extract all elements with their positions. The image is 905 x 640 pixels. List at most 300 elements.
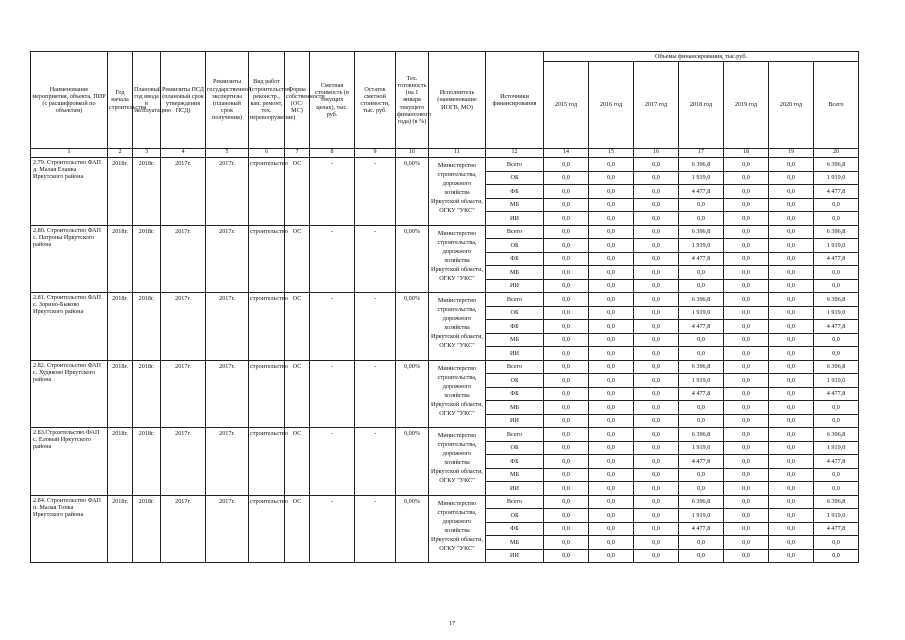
amount-cell: 0,0	[589, 320, 634, 334]
funding-source-cell: ИИ	[486, 212, 544, 226]
amount-cell: 0,0	[679, 347, 724, 361]
amount-cell: 6 396,8	[814, 428, 859, 442]
amount-cell: 0,0	[544, 239, 589, 253]
amount-cell: 0,0	[544, 549, 589, 563]
ownership-cell: ОС	[285, 360, 310, 428]
estimated-cost-cell: -	[310, 495, 355, 563]
planned-year-cell: 2018г.	[133, 158, 161, 226]
amount-cell: 0,0	[544, 468, 589, 482]
funding-source-cell: ФБ	[486, 455, 544, 469]
table-row	[31, 428, 859, 442]
amount-cell: 0,0	[634, 522, 679, 536]
amount-cell: 0,0	[589, 495, 634, 509]
amount-cell: 0,0	[679, 482, 724, 496]
start-year-cell: 2018г.	[108, 495, 133, 563]
amount-cell: 0,0	[544, 333, 589, 347]
amount-cell: 0,0	[679, 212, 724, 226]
remaining-cost-cell: -	[355, 495, 396, 563]
amount-cell: 0,0	[769, 401, 814, 415]
amount-cell: 0,0	[589, 441, 634, 455]
amount-cell: 0,0	[634, 212, 679, 226]
amount-cell: 0,0	[724, 522, 769, 536]
amount-cell: 0,0	[724, 347, 769, 361]
expertise-details-cell: 2017г.	[206, 225, 249, 293]
amount-cell: 0,0	[769, 198, 814, 212]
amount-cell: 0,0	[679, 468, 724, 482]
amount-cell: 0,0	[634, 239, 679, 253]
amount-cell: 0,0	[544, 495, 589, 509]
executor-cell: Министерство строительства, дорожного хозяйства Иркутской области, ОГКУ "УКС"	[429, 360, 486, 428]
funding-source-cell: Всего	[486, 495, 544, 509]
amount-cell: 0,0	[634, 360, 679, 374]
page-number: 17	[448, 620, 456, 627]
amount-cell: 0,0	[769, 455, 814, 469]
amount-cell: 0,0	[724, 252, 769, 266]
column-index-cell: 2	[108, 149, 133, 158]
amount-cell: 0,0	[769, 482, 814, 496]
funding-source-cell: ОБ	[486, 171, 544, 185]
amount-cell: 0,0	[634, 455, 679, 469]
planned-year-cell: 2018г.	[133, 225, 161, 293]
amount-cell: 0,0	[769, 360, 814, 374]
amount-cell: 0,0	[589, 225, 634, 239]
column-index-cell: 16	[634, 149, 679, 158]
amount-cell: 0,0	[769, 293, 814, 307]
header-col-12: Источники финансирования	[486, 52, 544, 149]
amount-cell: 0,0	[724, 198, 769, 212]
amount-cell: 1 919,0	[814, 171, 859, 185]
amount-cell: 0,0	[724, 441, 769, 455]
amount-cell: 0,0	[814, 266, 859, 280]
funding-source-cell: ФБ	[486, 252, 544, 266]
header-col-7: Форма собственности (ОС/МС)	[285, 52, 310, 149]
funding-source-cell: ИИ	[486, 549, 544, 563]
amount-cell: 0,0	[769, 522, 814, 536]
amount-cell: 0,0	[769, 171, 814, 185]
amount-cell: 0,0	[589, 293, 634, 307]
amount-cell: 0,0	[814, 279, 859, 293]
funding-source-cell: ИИ	[486, 279, 544, 293]
amount-cell: 4 477,8	[814, 455, 859, 469]
amount-cell: 0,0	[589, 198, 634, 212]
amount-cell: 0,0	[634, 320, 679, 334]
amount-cell: 0,0	[634, 333, 679, 347]
amount-cell: 6 396,8	[814, 293, 859, 307]
funding-source-cell: МБ	[486, 266, 544, 280]
work-type-cell: строительство	[249, 360, 285, 428]
amount-cell: 0,0	[589, 360, 634, 374]
amount-cell: 4 477,8	[814, 252, 859, 266]
amount-cell: 0,0	[634, 428, 679, 442]
header-col-9: Остаток сметной стоимости, тыс. руб.	[355, 52, 396, 149]
amount-cell: 4 477,8	[814, 522, 859, 536]
column-index-cell: 11	[429, 149, 486, 158]
column-index-cell: 10	[396, 149, 429, 158]
amount-cell: 0,0	[589, 522, 634, 536]
remaining-cost-cell: -	[355, 360, 396, 428]
ownership-cell: ОС	[285, 428, 310, 496]
header-col-1: Наименование мероприятия, объекта, ПИР (с расшифровкой по объектам)	[31, 52, 108, 149]
amount-cell: 0,0	[769, 428, 814, 442]
amount-cell: 0,0	[589, 482, 634, 496]
amount-cell: 0,0	[634, 387, 679, 401]
table-row	[31, 158, 859, 172]
header-year-2017: 2017 год	[634, 62, 679, 149]
header-year-2016: 2016 год	[589, 62, 634, 149]
amount-cell: 1 919,0	[679, 239, 724, 253]
amount-cell: 6 396,8	[814, 495, 859, 509]
amount-cell: 0,0	[544, 455, 589, 469]
funding-source-cell: ИИ	[486, 347, 544, 361]
amount-cell: 0,0	[724, 171, 769, 185]
amount-cell: 1 919,0	[679, 306, 724, 320]
amount-cell: 0,0	[769, 509, 814, 523]
amount-cell: 0,0	[724, 158, 769, 172]
remaining-cost-cell: -	[355, 428, 396, 496]
amount-cell: 0,0	[769, 387, 814, 401]
expertise-details-cell: 2017г.	[206, 158, 249, 226]
column-index-cell: 14	[544, 149, 589, 158]
expertise-details-cell: 2017г.	[206, 360, 249, 428]
amount-cell: 0,0	[634, 279, 679, 293]
planned-year-cell: 2018г.	[133, 360, 161, 428]
amount-cell: 0,0	[724, 306, 769, 320]
amount-cell: 0,0	[589, 185, 634, 199]
amount-cell: 1 919,0	[814, 509, 859, 523]
remaining-cost-cell: -	[355, 225, 396, 293]
amount-cell: 4 477,8	[679, 387, 724, 401]
ownership-cell: ОС	[285, 158, 310, 226]
amount-cell: 0,0	[679, 536, 724, 550]
amount-cell: 0,0	[544, 414, 589, 428]
amount-cell: 0,0	[679, 414, 724, 428]
funding-source-cell: ОБ	[486, 239, 544, 253]
readiness-cell: 0,00%	[396, 293, 429, 361]
amount-cell: 0,0	[634, 536, 679, 550]
amount-cell: 0,0	[544, 522, 589, 536]
amount-cell: 0,0	[634, 266, 679, 280]
expertise-details-cell: 2017г.	[206, 428, 249, 496]
amount-cell: 0,0	[724, 293, 769, 307]
amount-cell: 6 396,8	[679, 293, 724, 307]
amount-cell: 0,0	[769, 306, 814, 320]
amount-cell: 0,0	[769, 225, 814, 239]
amount-cell: 0,0	[589, 347, 634, 361]
funding-source-cell: Всего	[486, 428, 544, 442]
amount-cell: 6 396,8	[679, 495, 724, 509]
psd-details-cell: 2017г.	[161, 495, 206, 563]
object-name-cell: 2.84. Строительство ФАП п. Малая Топка Иркутского района	[31, 495, 108, 563]
amount-cell: 0,0	[769, 252, 814, 266]
funding-source-cell: ФБ	[486, 185, 544, 199]
amount-cell: 1 919,0	[814, 441, 859, 455]
amount-cell: 0,0	[769, 549, 814, 563]
header-col-6: Вид работ (строительство, реконстр., кап. ремонт, тех. перевооружение)	[249, 52, 285, 149]
header-year-2019: 2019 год	[724, 62, 769, 149]
header-col-3: Плановый год ввода в эксплуатацию	[133, 52, 161, 149]
funding-source-cell: ФБ	[486, 320, 544, 334]
amount-cell: 0,0	[724, 509, 769, 523]
amount-cell: 0,0	[769, 320, 814, 334]
amount-cell: 0,0	[724, 536, 769, 550]
ownership-cell: ОС	[285, 225, 310, 293]
column-index-cell: 5	[206, 149, 249, 158]
amount-cell: 6 396,8	[679, 360, 724, 374]
amount-cell: 0,0	[544, 198, 589, 212]
amount-cell: 0,0	[544, 279, 589, 293]
amount-cell: 0,0	[589, 549, 634, 563]
funding-source-cell: ОБ	[486, 306, 544, 320]
amount-cell: 0,0	[724, 212, 769, 226]
header-col-10: Тех. готовность (на 1 января текущего финансового года) (в %)	[396, 52, 429, 149]
amount-cell: 6 396,8	[679, 428, 724, 442]
amount-cell: 0,0	[544, 387, 589, 401]
amount-cell: 0,0	[679, 198, 724, 212]
amount-cell: 0,0	[634, 495, 679, 509]
amount-cell: 0,0	[679, 279, 724, 293]
amount-cell: 0,0	[679, 549, 724, 563]
remaining-cost-cell: -	[355, 158, 396, 226]
start-year-cell: 2018г.	[108, 428, 133, 496]
amount-cell: 0,0	[814, 212, 859, 226]
header-year-2015: 2015 год	[544, 62, 589, 149]
readiness-cell: 0,00%	[396, 495, 429, 563]
header-funding-group: Объемы финансирования, тыс.руб.	[544, 52, 859, 62]
readiness-cell: 0,00%	[396, 428, 429, 496]
executor-cell: Министерство строительства, дорожного хозяйства Иркутской области, ОГКУ "УКС"	[429, 293, 486, 361]
amount-cell: 0,0	[769, 279, 814, 293]
amount-cell: 0,0	[634, 225, 679, 239]
header-col-5: Реквизиты государственной экспертизы (плановый срок получения)	[206, 52, 249, 149]
work-type-cell: строительство	[249, 495, 285, 563]
header-col-11: Исполнитель (наименование ИОГВ, МО)	[429, 52, 486, 149]
amount-cell: 0,0	[724, 387, 769, 401]
amount-cell: 0,0	[589, 374, 634, 388]
amount-cell: 6 396,8	[679, 225, 724, 239]
amount-cell: 0,0	[589, 414, 634, 428]
amount-cell: 6 396,8	[814, 158, 859, 172]
column-index-cell: 9	[355, 149, 396, 158]
amount-cell: 0,0	[724, 549, 769, 563]
funding-source-cell: ФБ	[486, 522, 544, 536]
column-index-cell: 20	[814, 149, 859, 158]
amount-cell: 0,0	[724, 414, 769, 428]
funding-source-cell: ОБ	[486, 509, 544, 523]
funding-source-cell: ФБ	[486, 387, 544, 401]
amount-cell: 0,0	[724, 225, 769, 239]
amount-cell: 0,0	[544, 306, 589, 320]
work-type-cell: строительство	[249, 428, 285, 496]
amount-cell: 0,0	[724, 360, 769, 374]
column-index-row	[31, 149, 859, 158]
funding-source-cell: ИИ	[486, 414, 544, 428]
object-name-cell: 2.83.Строительство ФАП с. Еловый Иркутского района	[31, 428, 108, 496]
amount-cell: 0,0	[544, 509, 589, 523]
amount-cell: 0,0	[544, 293, 589, 307]
amount-cell: 0,0	[589, 401, 634, 415]
start-year-cell: 2018г.	[108, 360, 133, 428]
planned-year-cell: 2018г.	[133, 495, 161, 563]
funding-source-cell: МБ	[486, 536, 544, 550]
amount-cell: 0,0	[724, 185, 769, 199]
amount-cell: 0,0	[814, 347, 859, 361]
planned-year-cell: 2018г.	[133, 293, 161, 361]
funding-source-cell: ОБ	[486, 374, 544, 388]
amount-cell: 0,0	[814, 198, 859, 212]
amount-cell: 4 477,8	[679, 320, 724, 334]
column-index-cell: 18	[724, 149, 769, 158]
amount-cell: 6 396,8	[679, 158, 724, 172]
executor-cell: Министерство строительства, дорожного хозяйства Иркутской области, ОГКУ "УКС"	[429, 158, 486, 226]
object-name-cell: 2.79. Строительство ФАП д. Малая Еланка Иркутского района	[31, 158, 108, 226]
amount-cell: 0,0	[634, 252, 679, 266]
amount-cell: 0,0	[679, 333, 724, 347]
amount-cell: 6 396,8	[814, 360, 859, 374]
amount-cell: 0,0	[589, 171, 634, 185]
amount-cell: 0,0	[769, 333, 814, 347]
amount-cell: 1 919,0	[679, 509, 724, 523]
funding-source-cell: МБ	[486, 333, 544, 347]
amount-cell: 0,0	[724, 428, 769, 442]
amount-cell: 0,0	[679, 401, 724, 415]
psd-details-cell: 2017г.	[161, 158, 206, 226]
amount-cell: 0,0	[544, 428, 589, 442]
amount-cell: 0,0	[724, 333, 769, 347]
amount-cell: 0,0	[544, 252, 589, 266]
start-year-cell: 2018г.	[108, 293, 133, 361]
amount-cell: 0,0	[544, 360, 589, 374]
amount-cell: 0,0	[769, 158, 814, 172]
amount-cell: 4 477,8	[679, 522, 724, 536]
amount-cell: 0,0	[589, 455, 634, 469]
funding-source-cell: МБ	[486, 468, 544, 482]
column-index-cell: 3	[133, 149, 161, 158]
amount-cell: 4 477,8	[679, 185, 724, 199]
header-year-2018: 2018 год	[679, 62, 724, 149]
amount-cell: 0,0	[724, 495, 769, 509]
amount-cell: 0,0	[589, 212, 634, 226]
column-index-cell: 6	[249, 149, 285, 158]
amount-cell: 0,0	[724, 455, 769, 469]
amount-cell: 0,0	[769, 212, 814, 226]
funding-source-cell: Всего	[486, 360, 544, 374]
amount-cell: 0,0	[814, 536, 859, 550]
column-index-cell: 17	[679, 149, 724, 158]
column-index-cell: 1	[31, 149, 108, 158]
amount-cell: 0,0	[589, 306, 634, 320]
table-row	[31, 495, 859, 509]
work-type-cell: строительство	[249, 293, 285, 361]
amount-cell: 0,0	[634, 468, 679, 482]
amount-cell: 0,0	[589, 158, 634, 172]
amount-cell: 0,0	[589, 509, 634, 523]
financing-table	[30, 51, 859, 563]
object-name-cell: 2.82. Строительство ФАП с. Худяково Иркутского района	[31, 360, 108, 428]
amount-cell: 4 477,8	[679, 455, 724, 469]
header-total: Всего	[814, 62, 859, 149]
amount-cell: 0,0	[724, 468, 769, 482]
funding-source-cell: Всего	[486, 293, 544, 307]
column-index-cell: 4	[161, 149, 206, 158]
amount-cell: 0,0	[769, 374, 814, 388]
header-col-8: Сметная стоимость (в текущих ценах), тыс. руб.	[310, 52, 355, 149]
start-year-cell: 2018г.	[108, 158, 133, 226]
executor-cell: Министерство строительства, дорожного хозяйства Иркутской области, ОГКУ "УКС"	[429, 225, 486, 293]
column-index-cell: 19	[769, 149, 814, 158]
ownership-cell: ОС	[285, 495, 310, 563]
amount-cell: 0,0	[634, 482, 679, 496]
amount-cell: 0,0	[589, 266, 634, 280]
amount-cell: 0,0	[769, 266, 814, 280]
funding-source-cell: Всего	[486, 225, 544, 239]
ownership-cell: ОС	[285, 293, 310, 361]
amount-cell: 1 919,0	[679, 441, 724, 455]
amount-cell: 0,0	[724, 239, 769, 253]
amount-cell: 0,0	[769, 468, 814, 482]
amount-cell: 0,0	[634, 374, 679, 388]
estimated-cost-cell: -	[310, 158, 355, 226]
amount-cell: 0,0	[634, 347, 679, 361]
amount-cell: 6 396,8	[814, 225, 859, 239]
psd-details-cell: 2017г.	[161, 428, 206, 496]
amount-cell: 0,0	[544, 266, 589, 280]
table-row	[31, 225, 859, 239]
amount-cell: 0,0	[814, 414, 859, 428]
work-type-cell: строительство	[249, 158, 285, 226]
amount-cell: 0,0	[589, 333, 634, 347]
work-type-cell: строительство	[249, 225, 285, 293]
amount-cell: 0,0	[769, 441, 814, 455]
amount-cell: 0,0	[724, 320, 769, 334]
amount-cell: 0,0	[814, 401, 859, 415]
object-name-cell: 2.80. Строительство ФАП с. Патроны Иркутского района	[31, 225, 108, 293]
amount-cell: 0,0	[634, 414, 679, 428]
estimated-cost-cell: -	[310, 293, 355, 361]
amount-cell: 0,0	[634, 293, 679, 307]
amount-cell: 0,0	[769, 239, 814, 253]
amount-cell: 1 919,0	[814, 374, 859, 388]
readiness-cell: 0,00%	[396, 158, 429, 226]
funding-source-cell: ОБ	[486, 441, 544, 455]
column-index-cell: 15	[589, 149, 634, 158]
amount-cell: 0,0	[634, 198, 679, 212]
header-col-4: Реквизиты ПСД (плановый срок утверждения ПСД)	[161, 52, 206, 149]
estimated-cost-cell: -	[310, 360, 355, 428]
amount-cell: 0,0	[544, 536, 589, 550]
column-index-cell: 12	[486, 149, 544, 158]
amount-cell: 0,0	[634, 549, 679, 563]
amount-cell: 0,0	[724, 482, 769, 496]
amount-cell: 0,0	[544, 374, 589, 388]
amount-cell: 0,0	[634, 401, 679, 415]
psd-details-cell: 2017г.	[161, 293, 206, 361]
header-year-2020: 2020 год	[769, 62, 814, 149]
amount-cell: 0,0	[544, 185, 589, 199]
planned-year-cell: 2018г.	[133, 428, 161, 496]
amount-cell: 4 477,8	[679, 252, 724, 266]
expertise-details-cell: 2017г.	[206, 495, 249, 563]
amount-cell: 0,0	[634, 509, 679, 523]
amount-cell: 0,0	[544, 225, 589, 239]
amount-cell: 0,0	[769, 347, 814, 361]
amount-cell: 0,0	[769, 495, 814, 509]
funding-source-cell: Всего	[486, 158, 544, 172]
amount-cell: 0,0	[814, 482, 859, 496]
amount-cell: 0,0	[544, 158, 589, 172]
estimated-cost-cell: -	[310, 225, 355, 293]
amount-cell: 0,0	[769, 536, 814, 550]
amount-cell: 0,0	[589, 252, 634, 266]
